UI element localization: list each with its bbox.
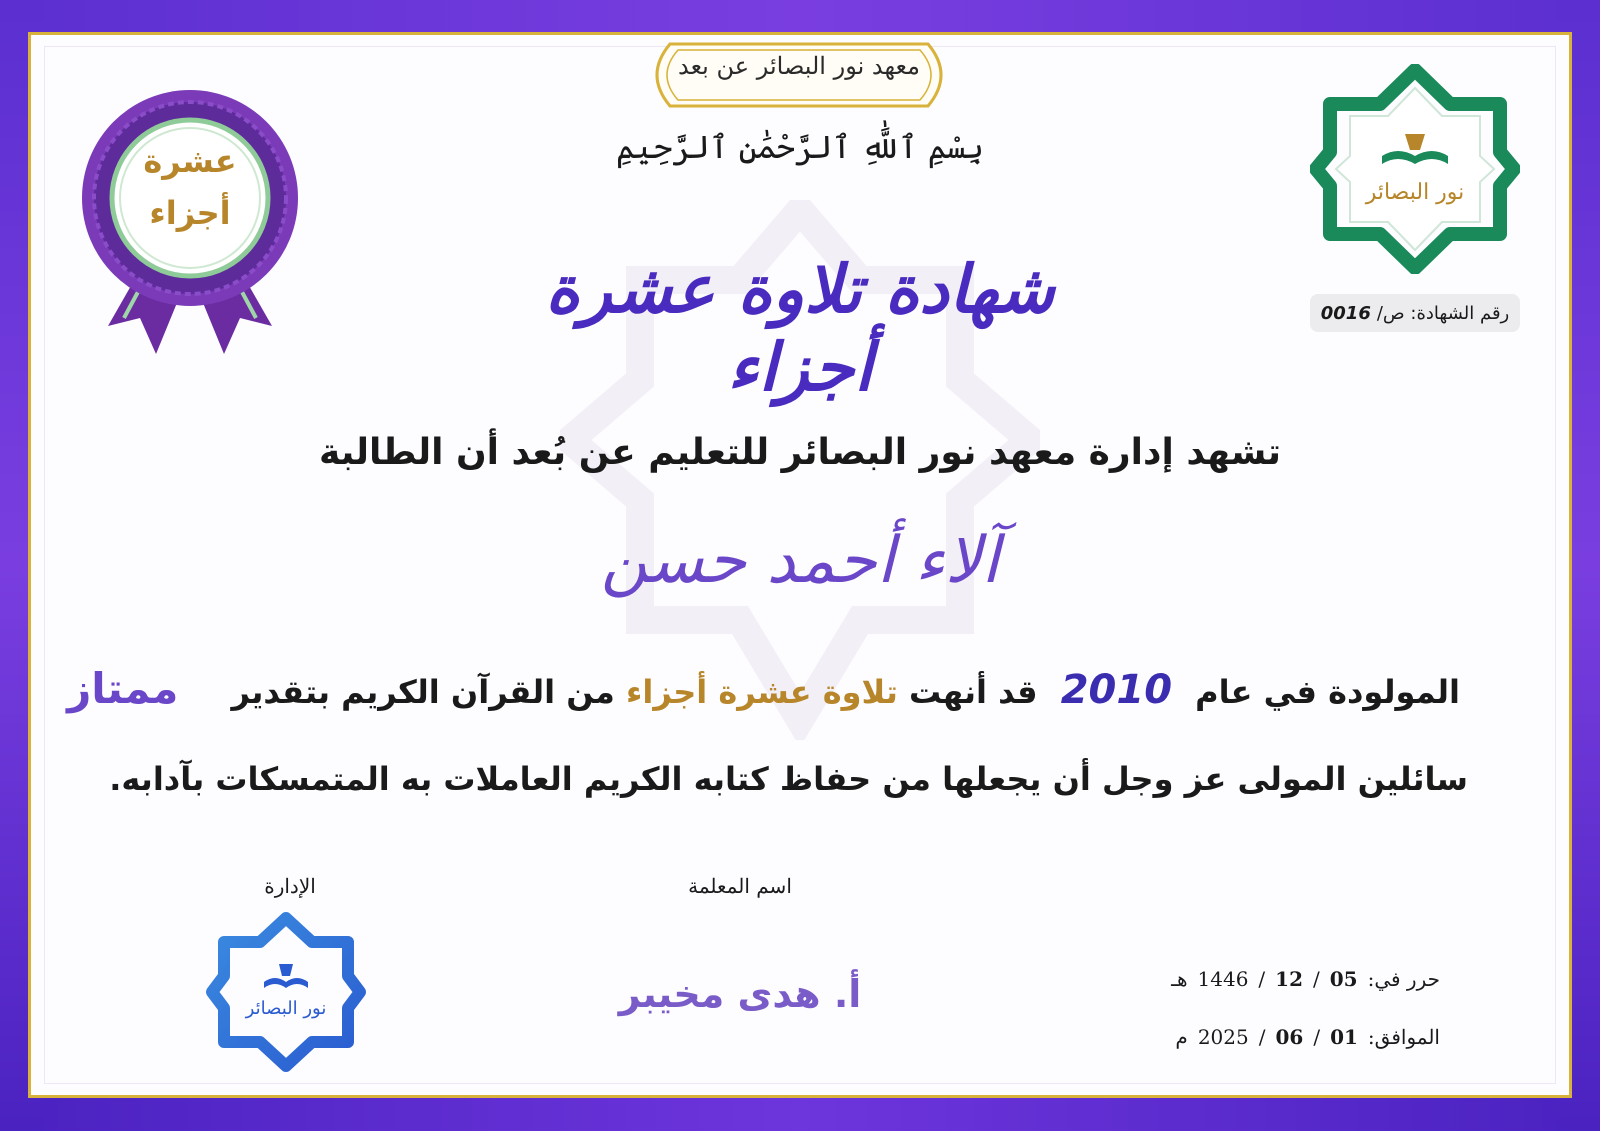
ribbon-text-line1: عشرة — [143, 142, 237, 180]
certificate-number-value: 0016 — [1320, 302, 1371, 324]
student-name: آلاء أحمد حسن — [600, 524, 1000, 598]
hijri-month: 12 — [1275, 967, 1304, 991]
grade-text: ممتاز — [67, 664, 179, 713]
achievement-text: تلاوة عشرة أجزاء — [626, 673, 898, 711]
intro-statement: تشهد إدارة معهد نور البصائر للتعليم عن بُعد أن الطالبة — [318, 432, 1282, 473]
teacher-label: اسم المعلمة — [688, 874, 792, 898]
admin-seal-text: نور البصائر — [245, 998, 327, 1019]
dates-block — [1140, 950, 1440, 1066]
ribbon-text-line2: أجزاء — [149, 194, 231, 232]
greg-suffix: م — [1175, 1025, 1188, 1049]
hijri-day: 05 — [1329, 967, 1358, 991]
institute-logo-green — [1310, 64, 1520, 274]
teacher-name: أ. هدى مخيبر — [618, 972, 862, 1016]
from-label: من القرآن الكريم بتقدير — [231, 673, 615, 711]
greg-year: 2025 — [1197, 1025, 1249, 1049]
institute-name-text: معهد نور البصائر عن بعد — [678, 52, 920, 80]
hijri-label: حرر في: — [1367, 967, 1440, 991]
completed-label: قد أنهت — [909, 673, 1038, 711]
certificate-number-label: رقم الشهادة: ص/ — [1376, 302, 1510, 324]
logo-text: نور البصائر — [1365, 180, 1465, 205]
hijri-date-row: حرر في: 05 / 12 / 1446 هـ — [1171, 967, 1440, 991]
hijri-year: 1446 — [1197, 967, 1249, 991]
greg-month: 06 — [1275, 1025, 1304, 1049]
completion-statement — [60, 664, 1460, 713]
born-label: المولودة في عام — [1195, 673, 1460, 711]
basmala: بِسْمِ ٱللَّٰهِ ٱلرَّحْمَٰنِ ٱلرَّحِيمِ — [615, 128, 984, 166]
greg-day: 01 — [1330, 1025, 1358, 1049]
gregorian-label: الموافق: — [1367, 1025, 1440, 1049]
certificate-number — [1310, 294, 1520, 332]
birth-year: 2010 — [1060, 667, 1173, 713]
prayer-statement: سائلين المولى عز وجل أن يجعلها من حفاظ كتابه الكريم العاملات به المتمسكات بآدابه. — [109, 760, 1468, 798]
certificate-title: شهادة تلاوة عشرة أجزاء — [545, 250, 1055, 406]
hijri-suffix: هـ — [1171, 967, 1188, 991]
admin-label: الإدارة — [264, 874, 316, 898]
admin-seal-logo — [206, 912, 366, 1072]
gregorian-date-row: الموافق: 01 / 06 / 2025 م — [1175, 1025, 1440, 1049]
